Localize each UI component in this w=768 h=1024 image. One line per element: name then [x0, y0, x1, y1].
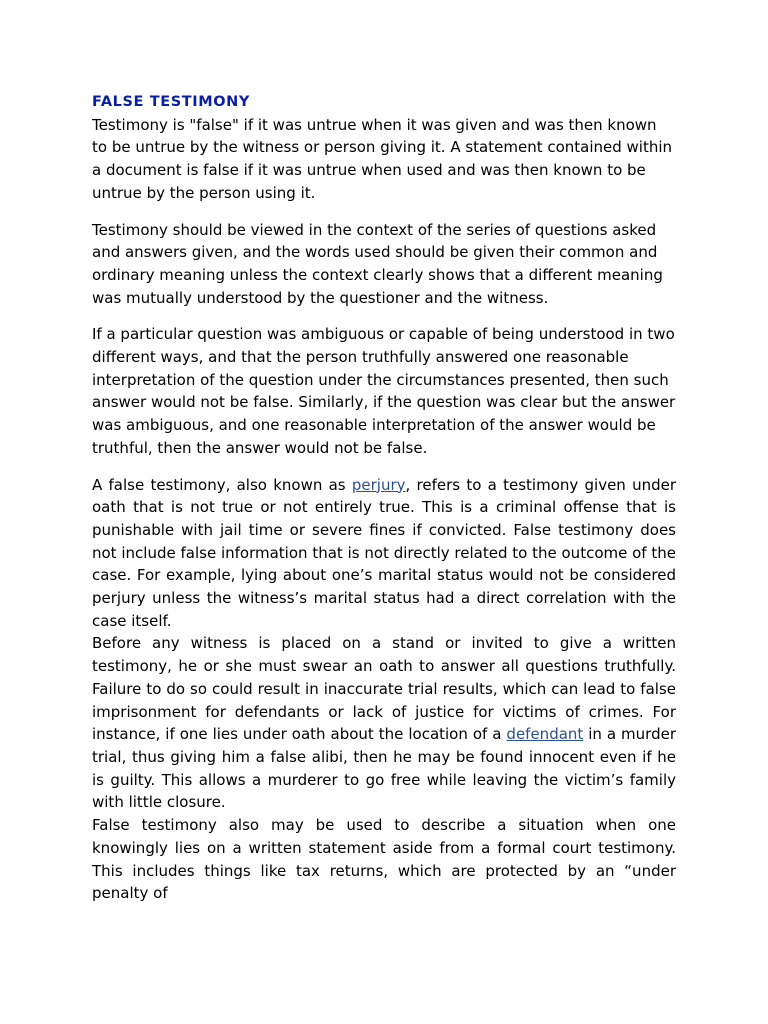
paragraph-ambiguity: If a particular question was ambiguous or capable of being understood in two different ways, and that the person truthfully answered one reasonable interpretation of the question under the circumstances presented, then such answer would not be false. Similarly, if the question was clear but the answer was ambiguous, and one reasonable interpretation of the answer would be truthful, then the answer would not be false. — [92, 325, 676, 457]
defendant-link[interactable]: defendant — [506, 725, 584, 744]
paragraph-perjury — [92, 474, 676, 633]
paragraph-context: Testimony should be viewed in the context of the series of questions asked and answers given, and the words used should be given their common and ordinary meaning unless the context clearly shows that a different meaning was mutually understood by the questioner and the witness. — [92, 220, 663, 307]
document-title: FALSE TESTIMONY — [92, 94, 251, 110]
perjury-link[interactable]: perjury — [351, 475, 406, 494]
paragraph-oath-text-start: Before any witness is placed on a stand or invited to give a written testimony, he or she must swear an oath to answer all questions truthfully. Failure to do so could result in inaccurate trial results, which can lead to false imprisonment for defendants or lack of justice for victims of crimes. For instance, if one lies under oath about the location of a — [92, 634, 676, 744]
paragraph-definition: Testimony is "false" if it was untrue when it was given and was then known to be untrue by the witness or person giving it. A statement contained within a document is false if it was untrue when used and was then known to be untrue by the person using it. — [92, 115, 673, 202]
document-page — [92, 91, 676, 905]
paragraph-perjury-text-end: , refers to a testimony given under oath that is not true or not entirely true. This is a criminal offense that is punishable with jail time or severe fines if convicted. False testimony does not include false information that is not directly related to the outcome of the case. For example, lying about one’s marital status would not be considered perjury unless the witness’s marital status had a direct correlation with the case itself. — [92, 475, 676, 630]
paragraph-oath — [92, 632, 676, 814]
paragraph-oath-text-end: in a murder trial, thus giving him a false alibi, then he may be found innocent even if he is guilty. This allows a murderer to go free while leaving the victim’s family with little closure. — [92, 725, 676, 812]
paragraph-perjury-text-start: A false testimony, also known as — [92, 475, 352, 494]
paragraph-written-statement: False testimony also may be used to describe a situation when one knowingly lies on a written statement aside from a formal court testimony. This includes things like tax returns, which are protected by an “under penalty of — [92, 816, 676, 903]
